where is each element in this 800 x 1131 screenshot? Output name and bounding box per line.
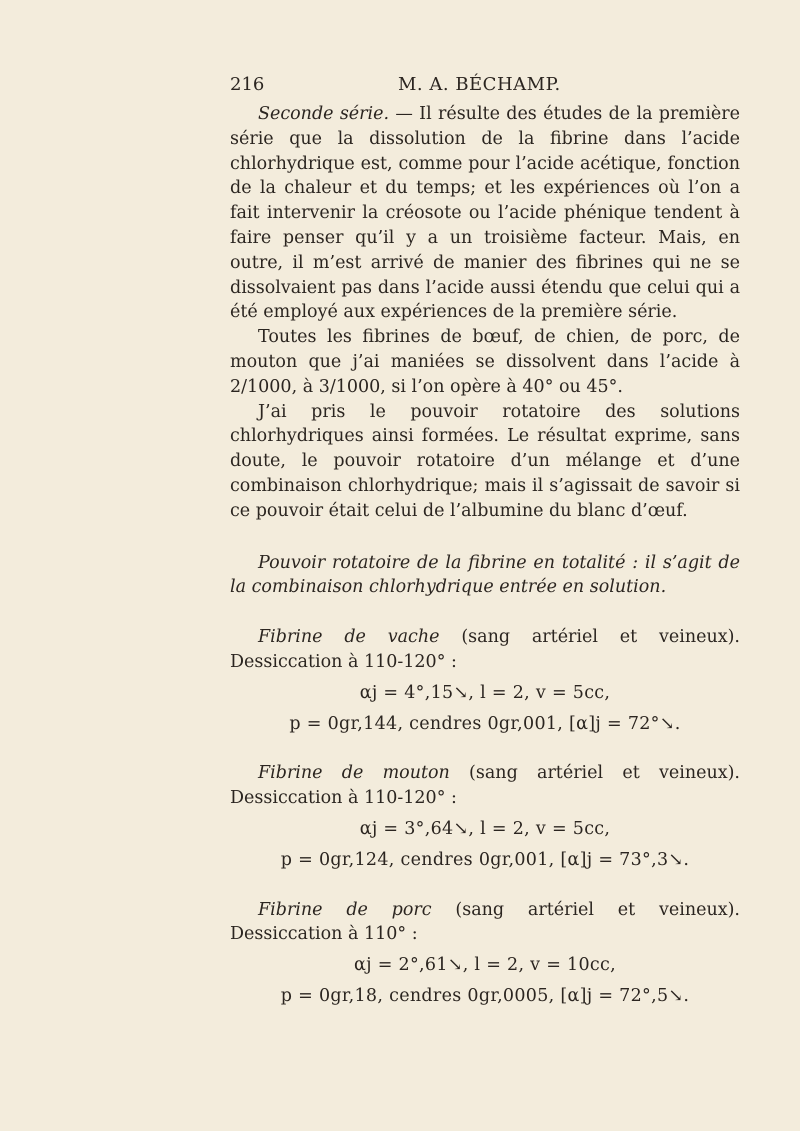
page-number: 216 — [230, 74, 265, 95]
sample-porc — [230, 898, 740, 1009]
series-label: Seconde série. — [258, 104, 390, 124]
paragraph-fibrines: Toutes les fibrines de bœuf, de chien, de porc, de mouton que j’ai maniées se dissolvent dans l’acide à 2/1000, à 3/1000, si l’on opère à 40° ou 45°. — [230, 327, 740, 397]
sample-name: Fibrine de mouton — [258, 763, 450, 784]
sample-name: Fibrine de porc — [258, 899, 432, 920]
sample-heading — [230, 625, 740, 675]
sample-description: (sang artériel et veineux). Dessiccation à 110° : — [230, 899, 740, 945]
sample-heading — [230, 898, 740, 948]
sample-heading — [230, 761, 740, 811]
formula-line-1: αj = 4°,15↘, l = 2, v = 5cc, — [359, 682, 611, 703]
formula-line-1: αj = 2°,61↘, l = 2, v = 10cc, — [354, 955, 616, 976]
page-body — [230, 102, 740, 1029]
paragraph-pouvoir-rotatoire: J’ai pris le pouvoir rotatoire des solutions chlorhydriques ainsi formées. Le résultat exprime, sans doute, le pouvoir rotatoire d’un mélange et d’une combinaison chlorhydrique; mais il s’agissait de savoir si ce pouvoir était celui de l’albumine du blanc d’œuf. — [230, 401, 740, 521]
paragraph-seconde-serie — [230, 102, 740, 325]
formula-line-1: αj = 3°,64↘, l = 2, v = 5cc, — [359, 818, 611, 839]
formula-line-2: p = 0gr,124, cendres 0gr,001, [α]j = 73°,3↘. — [280, 849, 690, 870]
sample-name: Fibrine de vache — [258, 627, 440, 648]
formula-line-2: p = 0gr,144, cendres 0gr,001, [α]j = 72°↘. — [289, 713, 681, 734]
sample-mouton — [230, 761, 740, 872]
sample-vache — [230, 625, 740, 736]
section-title: Pouvoir rotatoire de la fibrine en totalité : il s’agit de la combinaison chlorhydrique entrée en solution. — [230, 552, 740, 598]
paragraph-text: — Il résulte des études de la première série que la dissolution de la fibrine dans l’acide chlorhydrique est, comme pour l’acide acétique, fonction de la chaleur et du temps; et les expériences où l’on a fait intervenir la créosote ou l’acide phénique tendent à faire penser qu’il y a un troisième facteur. Mais, en outre, il m’est arrivé de manier des fibrines qui ne se dissolvaient pas dans l’acide aussi étendu que celui qui a été employé aux expériences de la première série. — [230, 104, 740, 323]
formula-line-2: p = 0gr,18, cendres 0gr,0005, [α]j = 72°,5↘. — [280, 985, 690, 1006]
running-title: M. A. BÉCHAMP. — [398, 74, 561, 95]
sample-description: (sang artériel et veineux). Dessiccation à 110-120° : — [230, 763, 740, 809]
sample-description: (sang artériel et veineux). Dessiccation à 110-120° : — [230, 627, 740, 672]
